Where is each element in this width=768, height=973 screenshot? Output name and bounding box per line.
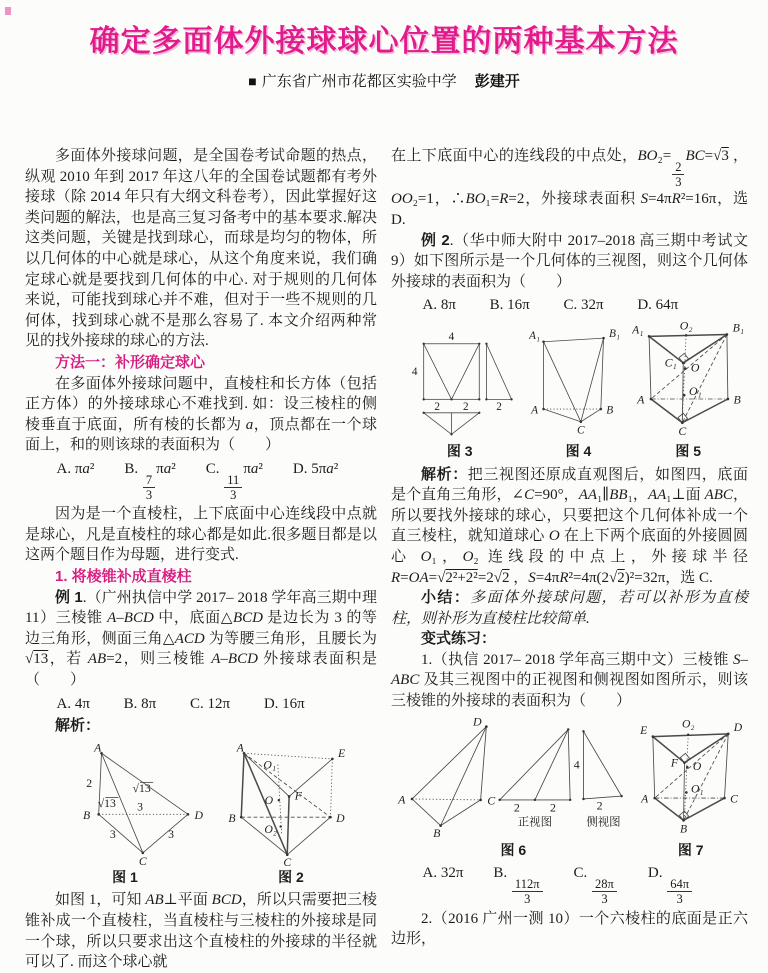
fig2-caption: 图 2 bbox=[278, 868, 304, 885]
fig2-label-C: C bbox=[283, 855, 292, 866]
fig6-front-dim-1: 2 bbox=[514, 799, 521, 814]
fig1-caption: 图 1 bbox=[112, 868, 138, 885]
summary-paragraph: 小结：多面体外接球问题，若可以补形为直棱柱，则补形为直棱柱比较简单. bbox=[391, 589, 748, 627]
fig7-caption: 图 7 bbox=[677, 841, 704, 858]
fig2-label-O1: O₁ bbox=[263, 758, 276, 772]
fig4-label-B1: B₁ bbox=[608, 328, 620, 341]
fig5-label-C1: C₁ bbox=[664, 355, 677, 370]
variant2-paragraph: 2.（2016 广州一测 10）一个六棱柱的底面是正六边形， bbox=[391, 910, 748, 948]
fig3-caption: 图 3 bbox=[446, 442, 473, 459]
method1-heading: 方法一：补形确定球心 bbox=[55, 353, 206, 371]
fig4-caption: 图 4 bbox=[565, 442, 592, 459]
fig7-label-C: C bbox=[729, 792, 738, 806]
figure-row-2 bbox=[391, 321, 748, 462]
fig1-edge-BD: 3 bbox=[137, 800, 143, 814]
fig3-dim-left: 4 bbox=[411, 366, 418, 379]
fig3-strokes bbox=[423, 344, 511, 435]
fig6-label-B: B bbox=[433, 825, 441, 839]
fig5-label-C: C bbox=[678, 424, 687, 439]
fig6-tetra-and-views-diagram bbox=[393, 717, 633, 839]
fig4-label-A: A bbox=[530, 404, 538, 417]
fig5-label-O: O bbox=[691, 360, 700, 375]
fig6-side-dim-base: 2 bbox=[597, 798, 603, 813]
byline-affiliation: 广东省广州市花都区实验中学 bbox=[261, 74, 457, 90]
fig7-label-F: F bbox=[670, 756, 678, 770]
scan-artifact-mark bbox=[5, 7, 11, 15]
fig2-vertex-dots bbox=[240, 752, 334, 856]
fig2-label-A: A bbox=[236, 741, 244, 755]
method1-paragraph: 在多面体外接球问题中，直棱柱和长方体（包括正方体）的外接球球心不难找到. 如：设三棱柱的侧棱垂直于底面，所有棱的长都为 a，顶点都在一个球面上，和的则该球的表面积为（ ） bbox=[25, 375, 377, 454]
fig4-vertex-dots bbox=[542, 337, 605, 423]
fig6-label-D: D bbox=[473, 716, 482, 729]
fig6-front-dim-2: 2 bbox=[550, 799, 557, 814]
right-column bbox=[391, 146, 748, 950]
fig5-label-B1: B₁ bbox=[732, 320, 745, 335]
fig2-label-O: O bbox=[264, 793, 274, 807]
fig2-label-D: D bbox=[336, 811, 345, 825]
fig3-dim-side: 2 bbox=[495, 401, 502, 414]
example1-options-row: A. 4π B. 8π C. 12π D. 16π bbox=[56, 695, 305, 712]
fig7-label-O: O bbox=[692, 759, 701, 773]
figure-1 bbox=[45, 742, 205, 888]
fig7-label-A: A bbox=[640, 792, 648, 806]
fig7-label-E: E bbox=[639, 723, 647, 737]
variant1-paragraph: 1.（执信 2017– 2018 学年高三期中文）三棱锥 S–ABC 及其三视图中的正视图和侧视图如图所示，则该三棱锥的外接球的表面积为（ ） bbox=[391, 651, 748, 710]
method1-options-row: A. πa² B. $\frac{7}{3}$ πa² C. $\frac{11}{3}$ πa² D. 5πa² bbox=[56, 460, 339, 502]
byline-square-marker: ■ bbox=[248, 75, 257, 90]
fig1-edge-AD: √13 bbox=[132, 781, 151, 795]
variant1-options-row: A. 32π B. $\frac{112\pi}{3}$ C. $\frac{28\pi}{3}$ D. $\frac{64\pi}{3}$ bbox=[391, 863, 748, 906]
figure-3 bbox=[395, 330, 525, 462]
figure-6 bbox=[393, 717, 633, 861]
example1-paragraph: 例 1.（广州执信中学 2017– 2018 学年高三期中理 11）三棱锥 A–BCD 中，底面△BCD 是边长为 3 的等边三角形，侧面三角△ACD 为等腰三角形，且腰长为√13，若 AB=2，则三棱锥 A–BCD 外接球表面积是（ ） bbox=[25, 588, 377, 689]
fig4-strokes bbox=[543, 338, 603, 422]
fig2-label-E: E bbox=[337, 746, 346, 760]
fig2-label-F: F bbox=[294, 789, 302, 803]
fig1-discussion-paragraph: 如图 1，可知 AB⊥平面 BCD，所以只需要把三棱锥补成一个直棱柱，当直棱柱与三棱柱的外接球是同一个球，所以只要求出这个直棱柱的外接球的半径就可以了. 而这个球心就 bbox=[25, 892, 377, 971]
figure-4 bbox=[529, 329, 629, 462]
jiexi2-paragraph: 解析：把三视图还原成直观图后，如图四，底面是个直角三角形，∠C=90°，AA₁∥BB₁，AA₁⊥面 ABC，所以要找外接球的球心，只要把这个几何体补成一个直三棱柱，就知道球心 O 在上下两个底面的外接圆圆心 O₁，O₂ 连线段的中点上，外接球半径 R=OA=√2²+2²=2√2 ，S=4πR²=4π(2√2)²=32π，选 C. bbox=[391, 465, 748, 586]
fig2-label-B: B bbox=[228, 811, 236, 825]
fig1-label-A: A bbox=[94, 741, 102, 755]
byline-author: 彭建开 bbox=[474, 74, 520, 90]
byline bbox=[0, 70, 768, 91]
fig7-label-O1: O₁ bbox=[690, 782, 704, 796]
fig3-dim-top: 4 bbox=[448, 331, 455, 344]
fig7-prism-diagram bbox=[636, 718, 746, 839]
fig1-tetrahedron-diagram bbox=[45, 742, 205, 866]
fig5-label-B: B bbox=[733, 392, 742, 407]
continuation-paragraph: 在上下底面中心的连线段的中点处，BO₂= $\frac{2}{3}$ BC=√3 ，OO₂=1，∴BO₁=R=2，外接球表面积 S=4πR²=16π，选 D. bbox=[391, 148, 749, 228]
fig2-prism-diagram bbox=[225, 742, 357, 866]
fig7-label-B: B bbox=[679, 822, 687, 836]
fig3-three-views-diagram bbox=[395, 330, 525, 440]
fig1-edge-CD: 3 bbox=[168, 827, 174, 841]
fig3-dim-bottom-right: 2 bbox=[462, 401, 469, 414]
fig4-solid-diagram bbox=[529, 329, 629, 440]
method1-note-paragraph: 因为是一个直棱柱，上下底面中心连线段中点就是球心，凡是直棱柱的球心都是如此.很多题目都是以这两个题目作为母题，进行变式. bbox=[25, 506, 377, 564]
fig1-label-C: C bbox=[138, 854, 147, 866]
fig5-label-O2: O₂ bbox=[680, 320, 693, 333]
fig5-label-A1: A₁ bbox=[632, 322, 644, 337]
fig2-strokes bbox=[241, 753, 332, 854]
fig4-label-B: B bbox=[605, 404, 613, 417]
figure-row-3 bbox=[391, 717, 748, 861]
fig4-label-C: C bbox=[576, 424, 585, 437]
fig6-side-dim-height: 4 bbox=[574, 757, 580, 772]
jiexi1-label: 解析： bbox=[55, 717, 101, 735]
variant-heading: 变式练习： bbox=[421, 630, 497, 648]
fig6-label-A: A bbox=[398, 792, 406, 807]
fig7-strokes bbox=[652, 733, 727, 820]
fig1-edge-BC: 3 bbox=[109, 827, 116, 841]
fig5-label-O1: O₁ bbox=[689, 384, 702, 399]
fig1-edge-AB: 2 bbox=[86, 776, 93, 790]
section1-heading: 1. 将棱锥补成直棱柱 bbox=[55, 568, 192, 586]
figure-2 bbox=[225, 742, 357, 888]
example2-paragraph: 例 2.（华中师大附中 2017–2018 高三期中考试文 9）如下图所示是一个几何体的三视图，则这个几何体外接球的表面积为（ ） bbox=[391, 231, 748, 290]
fig7-label-O2: O₂ bbox=[681, 717, 695, 730]
left-column bbox=[25, 146, 377, 973]
fig7-label-D: D bbox=[733, 720, 742, 734]
fig6-caption: 图 6 bbox=[500, 841, 527, 858]
fig3-dim-bottom-left: 2 bbox=[434, 401, 440, 414]
fig5-caption: 图 5 bbox=[675, 442, 702, 459]
fig6-label-C: C bbox=[487, 793, 496, 808]
fig5-strokes bbox=[649, 334, 728, 422]
fig5-label-A: A bbox=[637, 392, 645, 407]
figure-7 bbox=[636, 718, 746, 861]
fig2-label-O2: O₂ bbox=[264, 822, 277, 836]
figure-row-1 bbox=[25, 742, 377, 888]
fig1-edge-AC: √13 bbox=[97, 796, 116, 810]
fig4-label-A1: A₁ bbox=[528, 329, 540, 342]
article-title: 确定多面体外接球球心位置的两种基本方法 bbox=[89, 25, 679, 58]
figure-5 bbox=[632, 321, 744, 462]
fig1-label-B: B bbox=[83, 808, 91, 822]
fig6-side-view-caption: 侧视图 bbox=[586, 816, 621, 829]
intro-paragraph: 多面体外接球问题，是全国卷考试命题的热点，纵观 2010 年到 2017 年这八年的全国卷试题都有考外接球（除 2014 年只有大纲文科卷考），因此掌握好这类问题的解法，也是高三复习备考中的基本要求.解决这类问题，关键是找到球心，而球是均匀的物体，所以几何体的中心就是球心，从这个角度来说，我们确定球心就是要找到几何体的中心. 对于规则的几何体来说，可能找到球心并不难，但对于一些不规则的几何体，找到球心就不是那么容易了. 本文介绍两种常见的找外接球的球心的方法. bbox=[25, 148, 377, 350]
fig1-label-D: D bbox=[194, 808, 203, 822]
example2-options-row: A. 8π B. 16π C. 32π D. 64π bbox=[422, 297, 679, 314]
fig6-front-view-caption: 正视图 bbox=[518, 816, 553, 829]
fig5-prism-diagram bbox=[632, 321, 744, 440]
